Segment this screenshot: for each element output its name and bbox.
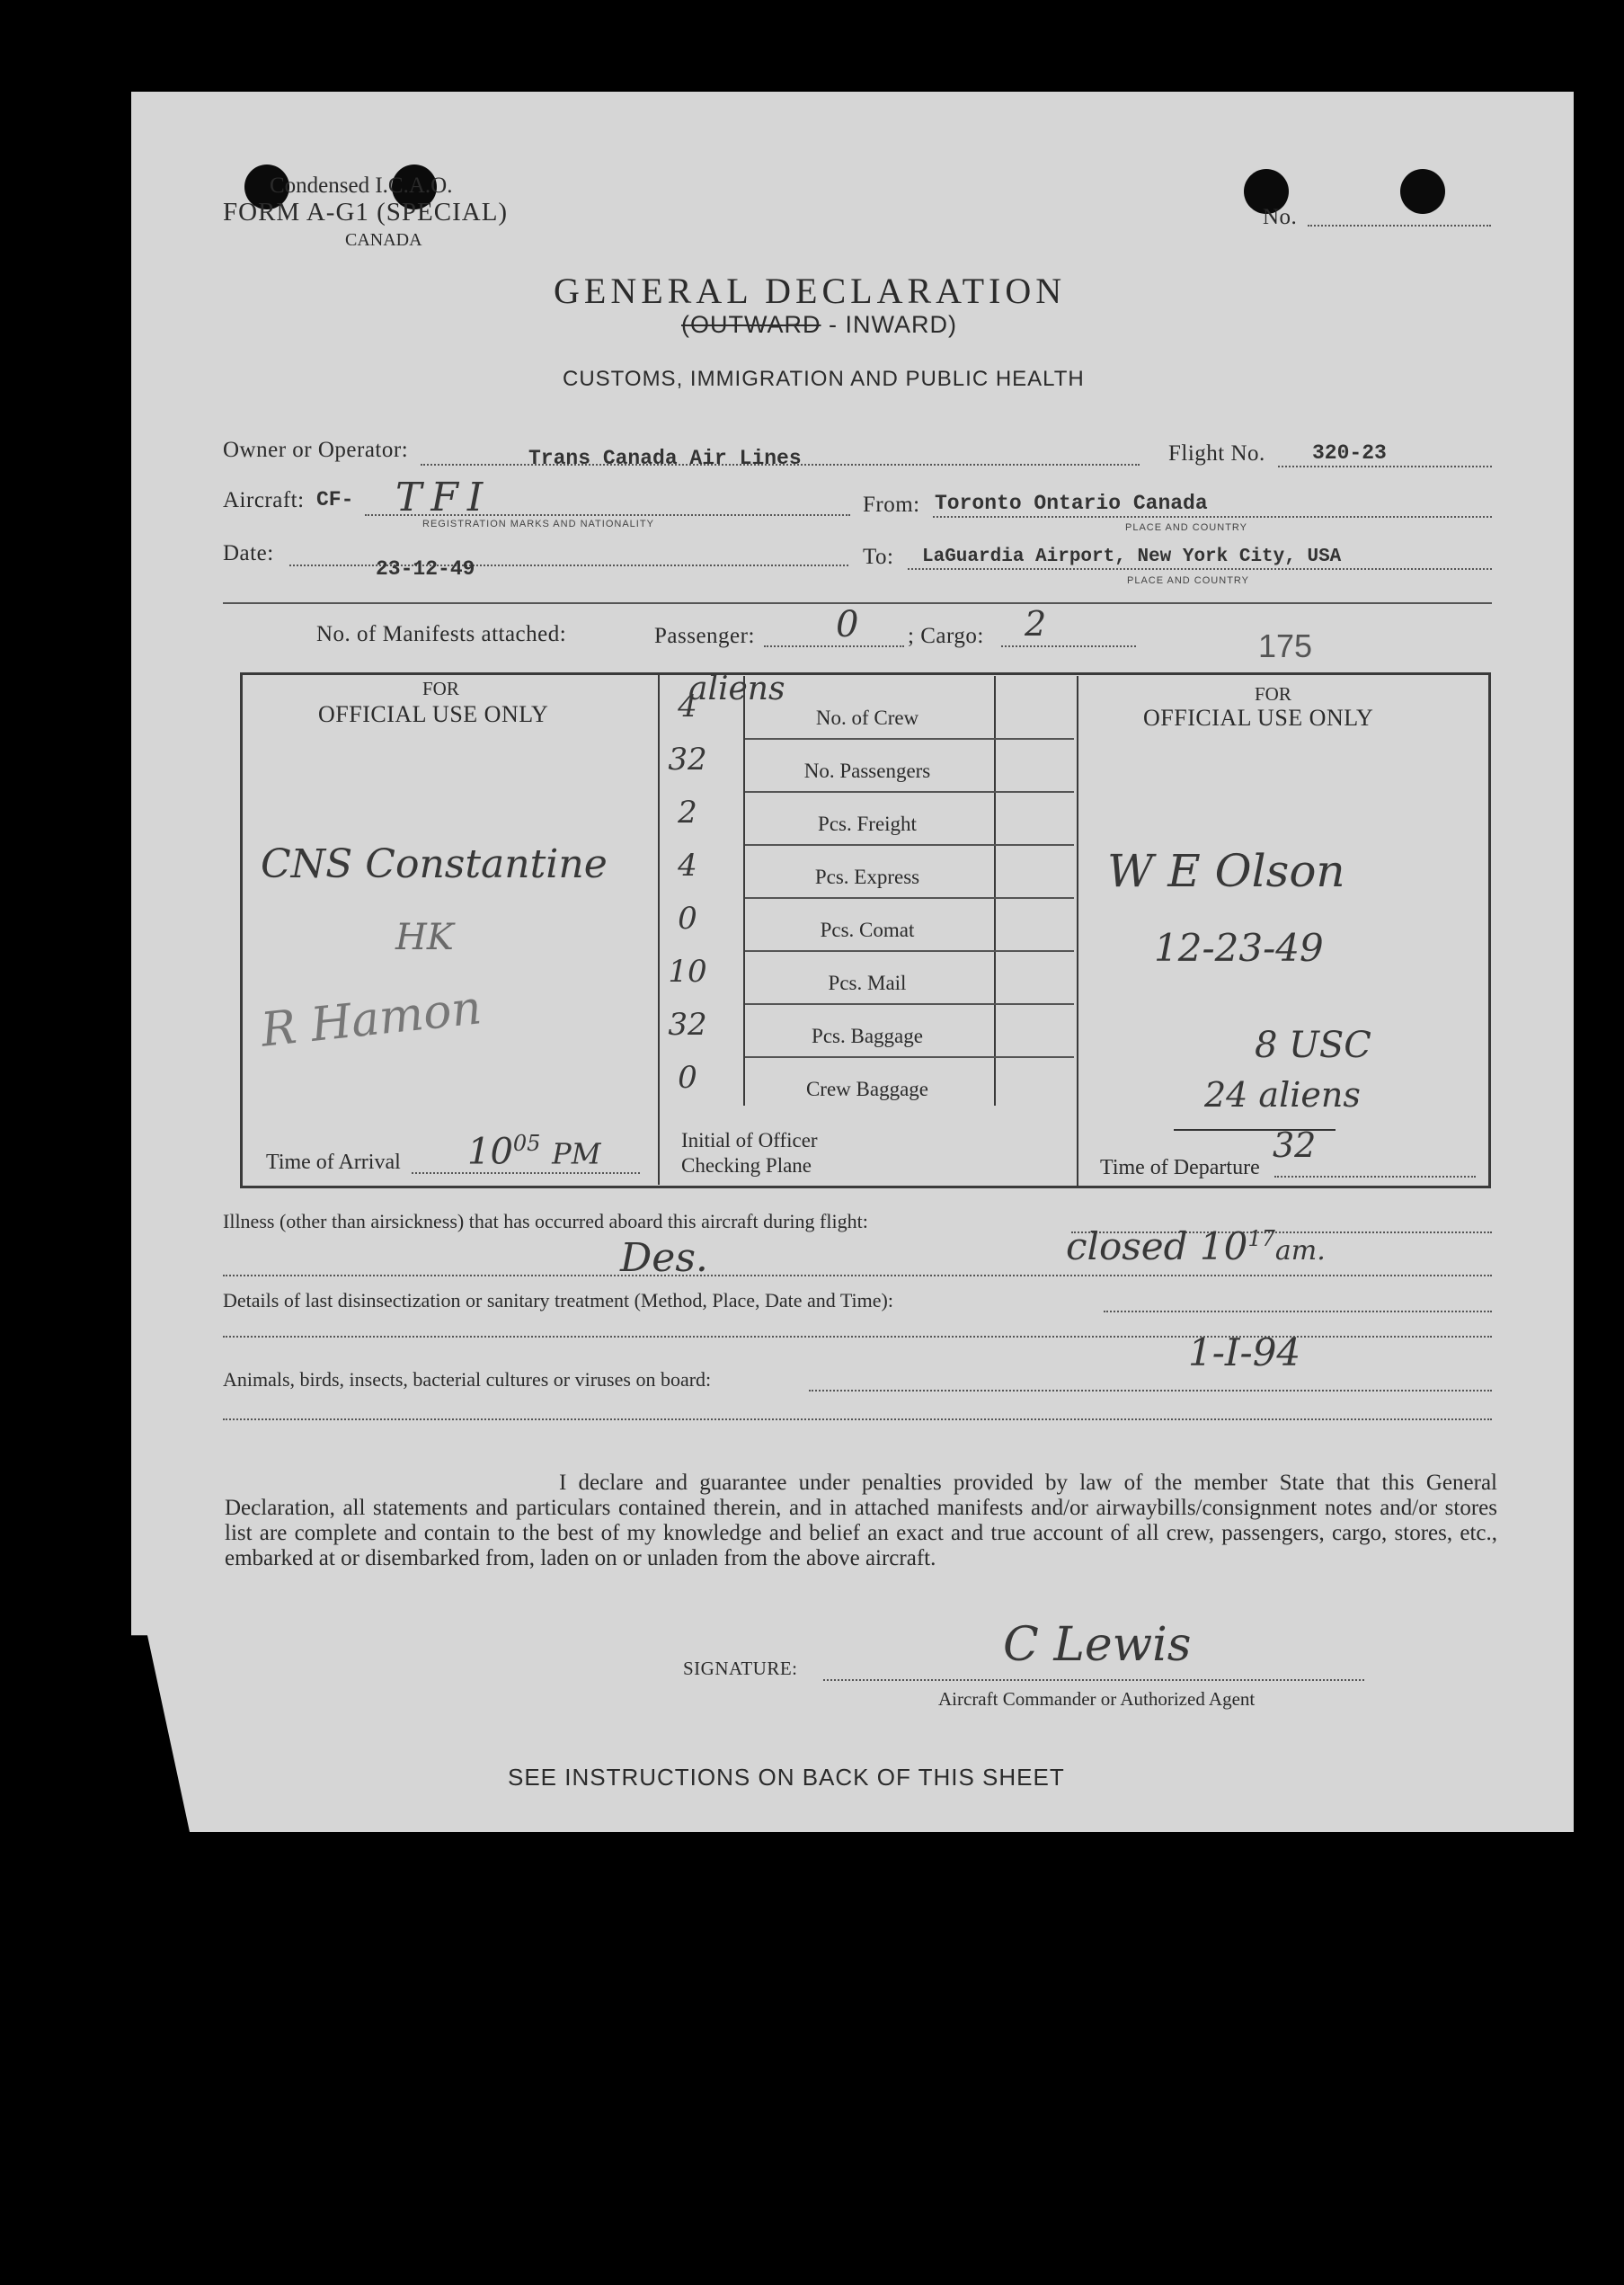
table-row-label: No. of Crew [815,707,919,729]
aircraft-prefix: CF- [316,488,354,511]
officer-signature-right: W E Olson [1107,845,1345,897]
footer-instructions: SEE INSTRUCTIONS ON BACK OF THIS SHEET [508,1764,1065,1791]
arrival-minutes: 05 [512,1131,541,1156]
time-of-arrival-value [467,1131,600,1172]
from-line [933,516,1492,518]
right-heading-official: OFFICIAL USE ONLY [1143,705,1374,731]
passenger-manifest-line [764,645,904,647]
illness-label: Illness (other than airsickness) that has occurred aboard this aircraft during flight: [223,1210,868,1232]
arrival-suffix: PM [552,1136,601,1171]
officer-signature-left: R Hamon [258,981,484,1058]
flight-no-line [1278,466,1492,467]
disinsect-line-2 [223,1336,1492,1338]
table-row-divider [745,950,1074,952]
departure-date: 12-23-49 [1154,926,1324,970]
owner-label: Owner or Operator: [223,438,409,462]
aliens-count: 24 aliens [1204,1075,1361,1115]
to-value: LaGuardia Airport, New York City, USA [922,547,1342,567]
aircraft-line [365,514,850,516]
table-row-label: Pcs. Mail [828,972,907,994]
direction-inward: - INWARD) [821,311,957,338]
cargo-manifest-label: ; Cargo: [908,624,984,648]
flight-no-value: 320-23 [1312,441,1387,465]
disinsect-line-1 [1104,1311,1492,1312]
table-row-divider [745,738,1074,740]
punch-hole [1400,169,1445,214]
table-divider-check [994,676,996,1106]
table-row-label: Crew Baggage [805,1078,929,1100]
to-line [908,568,1492,570]
left-heading-for: FOR [422,678,459,699]
table-row-value: 4 [678,689,697,725]
table-divider-right [1077,676,1078,1187]
date-label: Date: [223,541,274,565]
to-caption: PLACE AND COUNTRY [1127,575,1249,586]
table-row-divider [745,1056,1074,1058]
officer-name-left: CNS Constantine [261,841,608,887]
form-country: CANADA [345,230,422,250]
time-of-departure-line [1274,1176,1476,1178]
arrival-hour: 10 [467,1131,513,1173]
table-row-label: Pcs. Express [814,866,920,888]
direction-outward-struck: (OUTWARD [681,311,821,338]
signature-line [823,1679,1364,1681]
from-value: Toronto Ontario Canada [935,492,1208,515]
passenger-manifest-value: 0 [836,604,859,645]
animals-label: Animals, birds, insects, bacterial cultures or viruses on board: [223,1368,712,1391]
left-heading-official: OFFICIAL USE ONLY [318,701,549,727]
time-of-departure-label: Time of Departure [1100,1156,1260,1179]
table-row-label: Pcs. Comat [820,919,915,941]
animals-line-2 [223,1418,1492,1420]
table-row-label: Pcs. Baggage [812,1025,923,1047]
officer-initials: HK [395,917,454,958]
table-row-divider [745,844,1074,846]
right-heading-for: FOR [1255,683,1291,705]
manifests-label: No. of Manifests attached: [316,622,567,646]
table-row-value: 2 [678,795,697,831]
table-row-value: 10 [668,954,707,990]
disinsect-label: Details of last disinsectization or sanitary treatment (Method, Place, Date and Time): [223,1289,893,1311]
signature-label: SIGNATURE: [683,1658,798,1679]
table-divider-label [743,676,745,1106]
total-count: 32 [1273,1125,1317,1165]
form-number-line [1308,225,1491,227]
closed-minutes: 17 [1247,1226,1275,1251]
from-label: From: [863,493,920,517]
time-of-arrival-label: Time of Arrival [266,1151,401,1174]
table-row-divider [745,1003,1074,1005]
illness-line-2 [223,1275,1492,1276]
form-code-line2: FORM A-G1 (SPECIAL) [223,198,509,227]
table-row-divider [745,897,1074,899]
passenger-manifest-label: Passenger: [654,624,755,648]
date-line [289,565,848,566]
table-row-value: 0 [678,1060,697,1096]
form-number-label: No. [1263,205,1298,229]
closed-text: closed 10 [1066,1224,1248,1268]
page-title: GENERAL DECLARATION [554,271,1067,311]
cargo-manifest-value: 2 [1025,604,1047,644]
illness-note: Des. [620,1235,708,1281]
stamp-number: 175 [1258,627,1313,664]
table-row-label: Pcs. Freight [818,813,917,835]
aircraft-label: Aircraft: [223,488,305,512]
page-subtitle: CUSTOMS, IMMIGRATION AND PUBLIC HEALTH [563,367,1085,391]
owner-value: Trans Canada Air Lines [528,447,802,470]
cargo-manifest-line [1001,645,1136,647]
flight-no-label: Flight No. [1168,441,1265,466]
aircraft-value: TFI [395,475,493,520]
table-row-label: No. Passengers [803,760,931,782]
declaration-text: I declare and guarantee under penalties provided by law of the member State that this General Declaration, all statements and particulars contained therein, and in attached manifests and/or airwaybills/consignment notes and/or stores list are complete and contain to the best of my knowledge and belief an exact and true account of all crew, passengers, cargo, stores, etc., embarked at or disembarked from, laden on or unladen from the above aircraft. [225,1471,1497,1570]
initial-officer-label-1: Initial of Officer [681,1129,818,1151]
table-row-value: 32 [668,742,707,778]
table-row-value: 0 [678,901,697,937]
animals-line-1 [809,1390,1492,1391]
table-row-value: 32 [668,1007,707,1043]
form-code-line1: Condensed I.C.A.O. [270,173,453,198]
initial-officer-label-2: Checking Plane [681,1154,812,1177]
commander-signature: C Lewis [1003,1618,1192,1672]
statute-note: 8 USC [1255,1025,1371,1066]
direction-line [681,311,957,339]
closed-note [1066,1224,1326,1268]
table-row-divider [745,791,1074,793]
crew-note: aliens [688,671,785,707]
closed-suffix: am. [1274,1235,1326,1267]
table-row-value: 4 [678,848,697,884]
to-label: To: [863,545,894,569]
disinsect-note: 1-I-94 [1188,1330,1301,1374]
from-caption: PLACE AND COUNTRY [1125,522,1247,533]
date-value: 23-12-49 [376,557,475,581]
signature-caption: Aircraft Commander or Authorized Agent [938,1688,1256,1710]
aircraft-caption: REGISTRATION MARKS AND NATIONALITY [422,519,654,529]
